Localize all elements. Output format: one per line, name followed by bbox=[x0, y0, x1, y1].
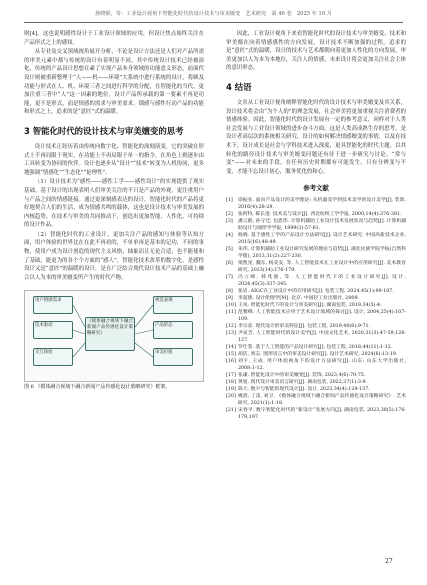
reference-item: [2] 张阿特, 陈长进. 技术美与设计[J]. 西北纺织工学学报, 2000,14(4):376-381. bbox=[226, 211, 402, 217]
paragraph: 因此，工业设计视角下来看智能化时代的设计技术与审美嬗变，技术和审美都在向着情感感性的方向发展，设计技术不断加强的过程，追求的是“意匠”式的温暖，设计的技术与艺术都朝向着更加人性化的方向发展，审美更加以人为本为本地位，关注人的情感，未来设计将会更加关注社会主体的意识形态。 bbox=[226, 31, 406, 72]
reference-item: [3] 潘云鹤, 孙守迁, 包恩伟. 计算机辅助工业设计技术发展状况与趋势[J]. 计算机辅助设计与图形学学报, 1999(3):57-61. bbox=[226, 218, 406, 231]
reference-item: [9] 李超德. 设计伦理学[M]. 北京: 中国轻工业出版社, 2009. bbox=[226, 295, 360, 301]
right-column bbox=[226, 30, 406, 421]
reference-item: [5] 朱伟. 计算机辅助工业设计研究发展的理论与趋势[J]. 湖北民族学院学报(自然科学版), 2013,31(2):227-230. bbox=[226, 246, 406, 259]
paragraph: 文章从工业设计视角阐释智能化时代的设计技术与审美嬗变及其关系，设计技术将会由“为个人的”的理念发展，社会审美将更加重视关注消费者的情感体验。因此，智能化时代的设计发展有一定的参考意义，同样对于人类社会发展与工业设计领域的进步奋斗方面，这是人类高成熟生存的思考，是设计者高层次的系统相关研究。设计的如何解决情感嬗变的事情，以及在技术下，设计成长是社会与学科技术进入深度、更具智能化的时代主题。以其转化的路径设计技术与审美嬗变问题还有待于进一步研究与讨论，“常与变”——对未来的手段，在任何历史时期都有可能发生。只有分辨变与不变，才能不忘设计初心，服务优化的和心。 bbox=[226, 99, 406, 175]
references-list bbox=[226, 197, 406, 421]
reference-item: [14] 罗仕鉴. 基于人工智能的产品设计研究[J]. 包装工程, 2018,44(11):1-12. bbox=[226, 344, 393, 350]
figure-box: 用户情感需求 bbox=[33, 296, 73, 314]
paragraph: （1）设计技术为“感性——感性工学——感性设计”的实现提供了现实基础。基于设计的出现表明人们审美关注的不只是产品的外观，更注重用户与产品之间的情感链接。通过更深刻感表达的设计，智能化时代的产品将更好地契合人们的生活，成为情感共鸣的载体，这也是设计技术与审美发展的内核趋势，在技术与审美的共同推动下，创造出更加智能、人性化、可持续的设计作品。 bbox=[24, 179, 204, 229]
section-heading-4: 4 结语 bbox=[226, 81, 252, 92]
figure-center-box: 《模体融合视域下融合新闻产品传感化设计策略研究》 bbox=[85, 317, 135, 351]
figure-box: 审美价值 bbox=[153, 348, 193, 366]
reference-item: [4] 杨晓. 基于感性工学的产品设计方法研究[J]. 设计艺术研究, 中国高新技术企业, 2015(16):48-49. bbox=[226, 232, 406, 245]
figure-6-diagram bbox=[24, 290, 204, 382]
section-heading-3: 3 智能化时代的设计技术与审美嬗变的思考 bbox=[24, 125, 184, 136]
running-header: 孙晓娟，等：工业设计视角下智能化时代的设计技术与审美嬗变 艺术研究 第 46 卷 2025 年 10 月 bbox=[95, 11, 332, 17]
reference-item: [11] 范雅峰. 人工智能技术应用于艺术设计领域的探讨[J]. 设计, 2004,25(4):107-109. bbox=[226, 309, 406, 322]
header-divider bbox=[24, 22, 403, 23]
left-column bbox=[24, 30, 204, 391]
figure-box: 技术驱动 bbox=[33, 321, 73, 339]
reference-item: [19] 陈大. 数字与智能的现代设计[J]. 设计, 2023,34(4):129-137. bbox=[226, 386, 370, 392]
reference-item: [15] 胡洁, 周志. 图形语言中的审美设计研究[J]. 设计艺术研究, 2024(6):13-19. bbox=[226, 351, 398, 357]
reference-item: [16] 刘宇, 王成. 用户体验视角下的设计方法研究[J]. 山东: 山东大学出版社, 2008:1-12. bbox=[226, 358, 406, 371]
paragraph: 从专业及交叉领域视角展开分析，不论是设计方法还是人们对产品所需的审美元素中都与传统的设计有着明显不同。其中传统设计技术已经被演化，传统的产品设计思想在素了实现产品本身领域的功能意义形态，前面代设计则被重新整理于“人——机——环境”大系统中进行系统的设计，将顾及功能与形式在人、机、环境三者之间进行科学的分配，在智能化的当代，更加注重三者中“人”这一因素的地位。设计产品所承载的第一要素不再是功能，更不是形式，而是情感的需求与审美需求，锁感与感性行动产品的功能和形式之上，追求的是“意匠”式的温暖。 bbox=[24, 49, 204, 116]
figure-box: 视觉表现 bbox=[153, 296, 193, 314]
paragraph: （2）智能化时代的工业设计，更加关注产品的感知与体验等认知方面，用户体验的世界比在在此不再看的，不单单再是基本的记功，不同的事物，使用户成为设计创造的现代主义风格，抽象而且无论合适，也不能使和了基础，能更为的各个个方面的“感人”，智能化技术改革的数字化，是感性设计又是“意匠”的温暖的设计，是在广泛结合现代设计技术产品的基础上融合以人为本的审美嬗变所产生的时代产物。 bbox=[24, 231, 204, 281]
figure-6-caption: 图 6 《模体融合视域下融合新闻产品传感化设计策略研究》框架。 bbox=[24, 384, 171, 391]
reference-item: [7] 冯立峰, 韩兆强, 等. 人工智能时代下的工业设计研究[J]. 设计, 2024,45(3):337-345. bbox=[226, 274, 406, 287]
references-title: 参考文献 bbox=[303, 184, 329, 193]
page-number: 27 bbox=[385, 558, 393, 565]
figure-box: 交互体验 bbox=[33, 348, 73, 366]
reference-item: [6] 梁凯星, 魏东, 杨美安, 等. 人工智能技术在工业设计中的应用研究[J]. 美术教育研究, 2023(14):176-179. bbox=[226, 260, 406, 273]
reference-item: [17] 张谦. 智能化设计中的审美嬗变[J]. 装饰, 2023,4(6):70-75. bbox=[226, 372, 366, 378]
reference-item: [1] 徐振亚. 面向产品设计的美学理论: 从机器美学到技术美学的设计美学[J]. 装饰, 2016(4):28-29. bbox=[226, 197, 406, 210]
reference-item: [18] 黄旭. 现代设计审美语言研究[J]. 湖南包装, 2022,37(1):3-9. bbox=[226, 379, 368, 385]
paragraph: 则[4]。这也说明感性设计于工业设计领域的应用，但设计焦点始终关注在产品形式之上的感知。 bbox=[24, 31, 204, 46]
reference-item: [21] 宋春平. 数字智能化时代的“新设计”发展方向[J]. 湖南包装, 2023,38(5):176-179,197. bbox=[226, 407, 406, 420]
reference-item: [20] 姚晨, 丁雷, 刘卫. 《模体融合视域下融合新闻产品传感化设计策略研究》. 艺术研究, 2021(1):1-18. bbox=[226, 393, 406, 406]
reference-item: [8] 张岩. AIGC在工业设计中的应用研究[J]. 包装工程, 2024,45(1):99-107. bbox=[226, 288, 394, 294]
reference-item: [13] 尹寅芳, 人工智能时代的设计美学[J]. 中国文化艺术, 2020,31(3):47-59,126-127. bbox=[226, 330, 406, 343]
reference-item: [12] 李宗彦. 现代设计的审美特征[J]. 包装工程, 2019,40(6):9-71. bbox=[226, 323, 371, 329]
reference-item: [10] 王凤. 智能化时代下的设计与审美研究[J]. 湖南包装, 2019,34(5):4. bbox=[226, 302, 382, 308]
paragraph: 设计技术正经历着由传统向数字化、智能化的深刻演变，它的突破在形式上不再局限于现实，在功能上不再局限于单一的指令，在角色上则逐步由工具转变为协同的伙伴。设计也逐步从“设计”“技术”转变为人机协同，更多地强调“情感化”“生态化”“伦理性”。 bbox=[24, 143, 204, 176]
figure-box: 产品形态 bbox=[153, 321, 193, 339]
